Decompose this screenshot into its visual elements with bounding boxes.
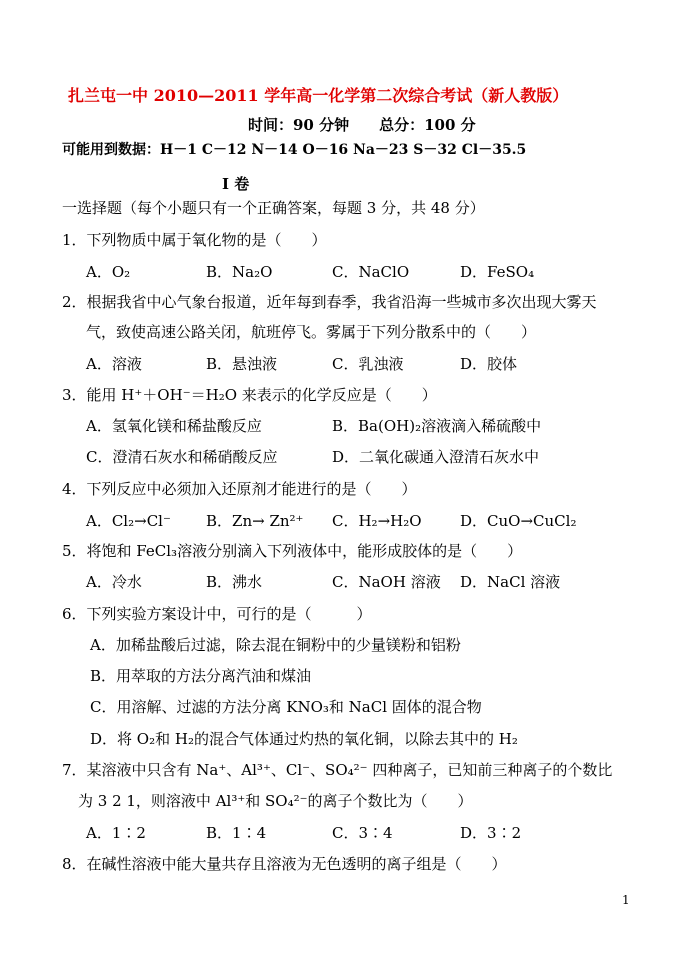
atomic-masses: 可能用到数据：H－1 C－12 N－14 O－16 Na－23 S－32 Cl－35.5 [62,142,527,158]
question-5-option-b: B．沸水 [206,573,263,591]
question-7-option-b: B．1∶4 [206,824,267,842]
question-3-option-c: C．澄清石灰水和稀硝酸反应 [86,448,278,466]
section-heading: 一选择题（每个小题只有一个正确答案，每题 3 分，共 48 分） [62,199,485,217]
question-1-option-d: D．FeSO₄ [460,263,535,281]
question-6-option-d: D．将 O₂和 H₂的混合气体通过灼热的氧化铜，以除去其中的 H₂ [90,730,518,748]
exam-title: 扎兰屯一中 2010—2011 学年高一化学第二次综合考试（新人教版） [68,86,569,105]
question-5-option-c: C．NaOH 溶液 [332,573,441,591]
question-2-stem-line2: 气，致使高速公路关闭，航班停飞。雾属于下列分散系中的（ ） [86,323,537,341]
question-3-option-a: A．氢氧化镁和稀盐酸反应 [86,417,262,435]
question-6-option-b: B．用萃取的方法分离汽油和煤油 [90,667,312,685]
question-7-stem-line1: 7．某溶液中只含有 Na⁺、Al³⁺、Cl⁻、SO₄²⁻ 四种离子，已知前三种离子的个数比 [62,761,613,779]
question-2-option-a: A．溶液 [86,355,142,373]
question-7-option-a: A．1∶2 [86,824,146,842]
question-7-option-d: D．3∶2 [460,824,522,842]
question-3-option-b: B．Ba(OH)₂溶液滴入稀硫酸中 [332,417,542,435]
volume-label: I 卷 [222,175,250,193]
question-4-option-d: D．CuO→CuCl₂ [460,512,577,530]
question-7-option-c: C．3∶4 [332,824,393,842]
question-8-stem: 8．在碱性溶液中能大量共存且溶液为无色透明的离子组是（ ） [62,855,507,873]
question-5-stem: 5．将饱和 FeCl₃溶液分别滴入下列液体中，能形成胶体的是（ ） [62,542,523,560]
question-6-stem: 6．下列实验方案设计中，可行的是（ ） [62,605,372,623]
question-2-option-d: D．胶体 [460,355,518,373]
question-7-stem-line2: 为 3 2 1，则溶液中 Al³⁺和 SO₄²⁻的离子个数比为（ ） [78,792,473,810]
question-1-option-c: C．NaClO [332,263,410,281]
question-6-option-c: C．用溶解、过滤的方法分离 KNO₃和 NaCl 固体的混合物 [90,698,482,716]
question-6-option-a: A．加稀盐酸后过滤，除去混在铜粉中的少量镁粉和铝粉 [90,636,461,654]
question-4-option-b: B．Zn→ Zn²⁺ [206,512,304,530]
page-number: 1 [622,893,630,907]
question-4-option-c: C．H₂→H₂O [332,512,422,530]
question-2-option-b: B．悬浊液 [206,355,278,373]
question-5-option-d: D．NaCl 溶液 [460,573,561,591]
question-4-option-a: A．Cl₂→Cl⁻ [86,512,171,530]
question-2-stem-line1: 2．根据我省中心气象台报道，近年每到春季，我省沿海一些城市多次出现大雾天 [62,293,597,311]
question-4-stem: 4．下列反应中必须加入还原剂才能进行的是（ ） [62,480,417,498]
question-5-option-a: A．冷水 [86,573,142,591]
question-3-stem: 3．能用 H⁺＋OH⁻＝H₂O 来表示的化学反应是（ ） [62,386,437,404]
question-1-option-a: A．O₂ [86,263,131,281]
question-2-option-c: C．乳浊液 [332,355,404,373]
question-3-option-d: D．二氧化碳通入澄清石灰水中 [332,448,540,466]
exam-time-total: 时间：90 分钟 总分：100 分 [248,116,476,134]
question-1-option-b: B．Na₂O [206,263,273,281]
question-1-stem: 1．下列物质中属于氧化物的是（ ） [62,231,327,249]
